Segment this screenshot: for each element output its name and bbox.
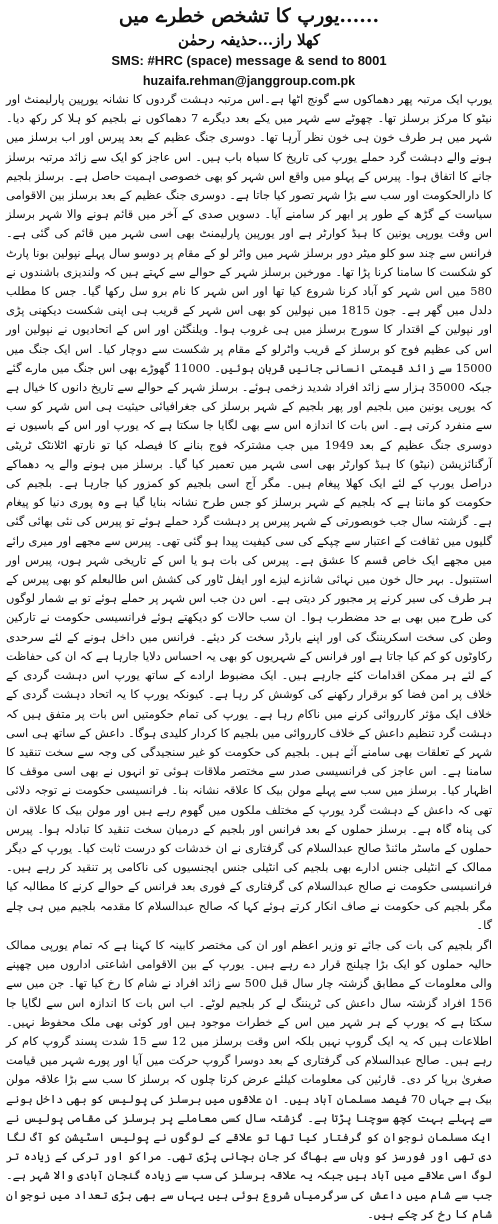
sms-contact-line: SMS: #HRC (space) message & send to 8001 bbox=[111, 53, 387, 68]
column-header bbox=[6, 0, 492, 90]
article-body bbox=[6, 90, 492, 1221]
article-headline: یورپ کا تشخص خطرے میں...... bbox=[118, 5, 380, 27]
author-email: huzaifa.rehman@janggroup.com.pk bbox=[142, 74, 356, 88]
article-paragraph: اگر بلجیم کی بات کی جائے تو وزیر اعظم اور ان کی مختصر کابینہ کا کہنا ہے کہ تمام یورپی ممالک حالیہ حملوں کو ایک بڑا چیلنج قرار دے رہے ہیں۔ یورپ کے بین الاقوامی اشاعتی اداروں میں چھپنے والی معلومات کے مطابق گزشتہ چار سال قبل 500 سے زائد افراد نے شام کا رخ کیا تھا۔ جن میں سے 156 افراد گزشتہ سال داعش کی ٹریننگ لے کر بلجیم لوٹے۔ اب اس بات کا اندازہ اس سے لگایا جا سکتا ہے کہ یورپ کے ہر شہر میں اس کے خطرات موجود ہیں اور کوئی بھی ملک محفوظ نہیں۔ اطلاعات ہیں کہ یہ ایک گروپ نہیں بلکہ اس وقت برسلز میں 12 سے 15 شدت پسند گروپ کام کر رہے ہیں۔ صالح عبدالسلام کی گرفتاری کے بعد دوسرا گروپ حرکت میں آیا اور پورے شہر میں قیامت صغریٰ برپا کر دی۔ قارئین کی معلومات کیلئے عرض کرتا چلوں کہ برسلز کا سب سے بڑا علاقہ مولن بیک ہے جہاں 70 فیصد مسلمان آباد ہیں۔ ان علاقوں میں برسلز کی پولیس کو بھی داخل ہونے سے پہلے بہت کچھ سوچنا پڑتا ہے۔ گزشتہ سال کسی معاملے پر برسلز کی مقامی پولیس نے ایک مسلمان نوجوان کو گرفتار کیا تھا تو علاقے کے لوگوں نے پولیس اسٹیشن کو آگ لگا دی تھی اور فورسز کو وہاں سے بھاگ کر جان بچانی پڑی تھی۔ مراکو اور ترکی کے زیادہ تر لوگ اسی علاقے میں آباد ہیں جبکہ یہ علاقہ برسلز کی سب سے زیادہ گنجان آبادی والا شہر ہے۔ جب سے شام میں داعش کی سرگرمیاں شروع ہوئی ہیں یہاں سے بھی بڑی تعداد میں نوجوان شام کا رخ کر چکے ہیں۔ bbox=[6, 937, 492, 1221]
column-byline: کھلا راز...حذیفہ رحمٰن bbox=[177, 31, 321, 49]
article-paragraph: یورپ ایک مرتبہ پھر دھماکوں سے گونج اٹھا ہے۔اس مرتبہ دہشت گردوں کا نشانہ یورپین پارلیمنٹ اور نیٹو کا مرکز برسلز تھا۔ چھوٹے سے شہر میں یکے بعد دیگرے 7 دھماکوں نے بلجیم کو ہلا کر رکھ دیا۔ شہر میں ہر طرف خون ہی خون نظر آرہا تھا۔ دوسری جنگ عظیم کے بعد پیرس اور اب برسلز میں ہونے والے دہشت گرد حملے یورپ کی تاریخ کا سیاہ باب ہیں۔ اس عاجز کو ایک سے زائد مرتبہ برسلز جانے کا اتفاق ہوا۔ پیرس کے پہلو میں واقع اس شہر کو بھی خصوصی اہمیت حاصل ہے۔ برسلز بلجیم کا دارالحکومت اور سب سے بڑا شہر تصور کیا جاتا ہے۔ دوسری جنگ عظیم کے بعد برسلز بین الاقوامی سیاست کے گڑھ کے طور پر ابھر کر سامنے آیا۔ دسویں صدی کے آخر میں قائم ہونے والا شہر برسلز اس وقت یورپی یونین کا ہیڈ کوارٹر ہے اور یورپین پارلیمنٹ بھی اسی شہر میں قائم کی گئی ہے۔ فرانس سے چند سو کلو میٹر دور برسلز شہر میں واٹر لو کے مقام پر دوسو سال پہلے نپولین بونا پارٹ کو شکست کا سامنا کرنا پڑا تھا۔ مورخین برسلز شہر کے حوالے سے کہتے ہیں کہ ولندیزی باشندوں نے 580 میں اس شہر کو آباد کرنا شروع کیا تھا اور اس شہر کا نام برو سل رکھا گیا۔ جس کا مطلب دلدل میں گھر ہے۔ جون 1815 میں نپولین کو بھی اس شہر کے قریب ہی اپنی شکست دیکھنی پڑی اور نپولین کے اقتدار کا سورج برسلز میں ہی غروب ہوا۔ ویلنگٹن اور اس کے اتحادیوں نے نپولین اور اس کی عظیم فوج کو برسلز کے قریب واٹرلو کے مقام پر شکست سے دوچار کیا۔ اس ایک جنگ میں 15000 سے زائد قیمتی انسانی جانیں قربان ہوئیں۔ 11000 گھوڑے بھی اس جنگ میں مارے گئے جبکہ 35000 ہزار سے زائد افراد شدید زخمی ہوئے۔ برسلز شہر کے حوالے سے تاریخ دانوں کا خیال ہے کہ یورپی یونین میں بلجیم اور پھر بلجیم کے شہر برسلز کی جغرافیائی حیثیت ہی اس شہر کو سب سے منفرد کرتی ہے۔ اس بات کا اندازہ اس سے بھی لگایا جا سکتا ہے کہ یورپ اور اس کے باسیوں نے دوسری جنگ عظیم کے بعد 1949 میں جب مشترکہ فوج بنانے کا فیصلہ کیا تو نارتھ اٹلانٹک ٹریٹی آرگنائزیشن (نیٹو) کا ہیڈ کوارٹر بھی اسی شہر میں تعمیر کیا گیا۔ برسلز میں ہونے والے یہ دھماکے دراصل یورپ کے لئے ایک کھلا پیغام ہیں۔ مگر آج اسی بلجیم کو کمزور کیا جارہا ہے۔ بلجیم کی حکومت کو ماننا ہے کہ بلجیم کے شہر برسلز کو جس طرح نشانہ بنایا گیا ہے وہ پوری دنیا کو پیغام ہے۔ گزشتہ سال جب خوبصورتی کے شہر پیرس پر دہشت گرد حملے ہوئے تو پیرس کی نئی بھائی گئی گلیوں میں ثقافت کے اعتبار سے چپکے کی سی کیفیت پیدا ہو گئی تھی۔ پیرس سے مجھے اور میری رائے میں مجھے ایک خاص قسم کا عشق ہے۔ پیرس کی بات ہو یا اس کے تاریخی شہر ہوں، پیرس اور استنبول۔ بہر حال خون میں نہائی شانزے لیزے اور ایفل ٹاور کی کشش اس طالبعلم کو بھی پیرس کے ہر طرف کی سیر کرنے پر مجبور کر دیتی ہے۔ اس دن جب اس شہر پر حملے ہوئے تو بے شمار لوگوں کی طرح میں بھی بے حد مضطرب ہوا۔ ان سب حالات کو دیکھتے ہوئے فرانسیسی حکومت نے تارکین وطن کی سخت اسکریننگ کی اور اپنے بارڈر سخت کر دیئے۔ فرانس میں داخل ہونے کے لئے سرحدی رکاوٹوں کو کم کیا جاتا ہے اور فرانس کے شہریوں کو بھی یہ احساس دلایا جارہا ہے کہ ان کی حفاظت کے لئے ہر ممکن اقدامات کئے جارہے ہیں۔ ایک مضبوط ارادے کے ساتھ یورپ اس دہشت گردی کے خلاف پر امن فضا کو برقرار رکھنے کی کوشش کر رہا ہے۔ کیونکہ یورپ کا یہ اتحاد دہشت گردی کے خلاف ایک مؤثر کارروائی کرنے میں ناکام رہا ہے۔ یورپ کی تمام حکومتیں اس بات پر متفق ہیں کہ دہشت گرد تنظیم داعش کے خلاف کارروائی میں بلجیم کا کردار کلیدی ہوگا۔ داعش کے ساتھ ہی اسی شہر کے تعلقات بھی سامنے آئے ہیں۔ بلجیم کی حکومت کو غیر سنجیدگی کی وجہ سے سخت تنقید کا سامنا ہے۔ اس عاجز کی فرانسیسی صدر سے مختصر ملاقات ہوئی تو انہوں نے بھی اسی موقف کا اظہار کیا۔ برسلز میں سب سے پہلے مولن بیک کا علاقہ نشانہ بنا۔ فرانسیسی حکومت نے توجہ دلائی تھی کہ داعش کے دہشت گرد یورپ کے مختلف ملکوں میں گھوم رہے ہیں اور مولن بیک کا علاقہ ان کی پناہ گاہ ہے۔ برسلز حملوں کے بعد فرانس اور بلجیم کے درمیان سخت تنقید کا تبادلہ ہوا۔ پیرس حملوں کے ماسٹر مائنڈ صالح عبدالسلام کی گرفتاری نے ان خدشات کو درست ثابت کیا۔ یورپ کے دیگر ممالک کے انٹیلی جنس ادارے بھی بلجیم کی انٹیلی جنس ایجنسیوں کی ناکامی پر تنقید کر رہے ہیں۔ فرانسیسی حکومت نے صالح عبدالسلام کی گرفتاری کے فوری بعد فرانس کے حوالے کرنے کا مطالبہ کیا مگر بلجیم کی حکومت نے صاف انکار کرتے ہوئے کہا کہ صالح عبدالسلام کا مقدمہ بلجیم میں ہی چلے گا۔ bbox=[6, 92, 492, 932]
